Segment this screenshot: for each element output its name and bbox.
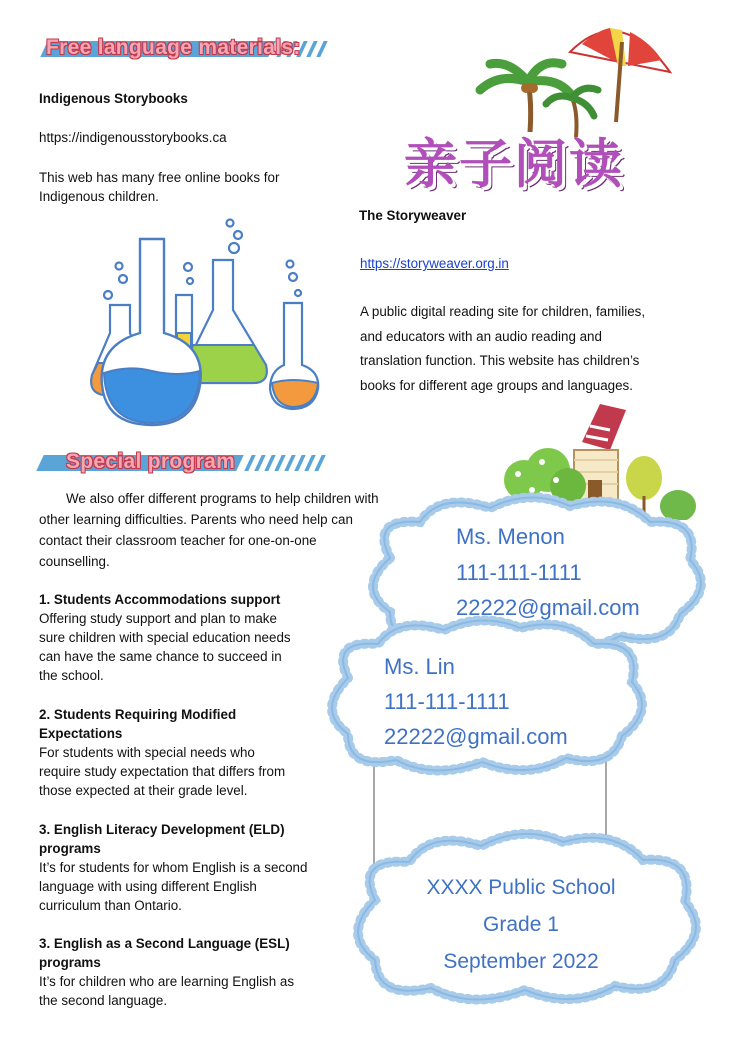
- program-title: programs: [39, 841, 101, 856]
- program-desc: sure children with special education needs: [39, 630, 291, 645]
- intro-line: counselling.: [39, 554, 110, 569]
- contact-1-name: Ms. Menon: [456, 524, 565, 549]
- program-desc: It’s for children who are learning English as: [39, 974, 295, 989]
- program-item: [39, 590, 339, 685]
- contact-2-name: Ms. Lin: [384, 654, 455, 679]
- program-desc: the second language.: [39, 993, 168, 1008]
- storyweaver-desc: [360, 300, 700, 398]
- intro-line: contact their classroom teacher for one-on-one: [39, 533, 317, 548]
- indigenous-url: https://indigenousstorybooks.ca: [39, 130, 227, 145]
- program-desc: For students with special needs who: [39, 745, 255, 760]
- school-info: [405, 869, 637, 980]
- program-title: 2. Students Requiring Modified: [39, 707, 237, 722]
- lab-flasks-illustration: [88, 215, 338, 435]
- program-desc: require study expectation that differs from: [39, 764, 286, 779]
- indigenous-desc-line2: Indigenous children.: [39, 189, 159, 204]
- contact-1-email: 22222@gmail.com: [456, 595, 640, 620]
- indigenous-desc-line1: This web has many free online books for: [39, 170, 280, 185]
- storyweaver-desc-line: A public digital reading site for children, families,: [360, 304, 646, 319]
- palm-umbrella-illustration: [470, 12, 700, 142]
- special-program-heading: Special program: [66, 450, 236, 473]
- special-program-banner: [36, 452, 336, 476]
- contact-2-email: 22222@gmail.com: [384, 724, 568, 749]
- storyweaver-desc-line: translation function. This website has children’s: [360, 353, 640, 368]
- program-title: programs: [39, 955, 101, 970]
- program-title: Expectations: [39, 726, 123, 741]
- program-title: 3. English as a Second Language (ESL): [39, 936, 290, 951]
- program-item: [39, 820, 339, 915]
- storyweaver-desc-line: and educators with an audio reading and: [360, 328, 602, 344]
- contact-1-phone: 111-111-1111: [456, 560, 582, 585]
- storyweaver-link[interactable]: https://storyweaver.org.in: [360, 256, 509, 271]
- school-grade: Grade 1: [483, 913, 559, 936]
- program-item: [39, 934, 339, 1010]
- program-desc: curriculum than Ontario.: [39, 898, 182, 913]
- contact-2-phone: 111-111-1111: [384, 689, 510, 714]
- free-materials-heading: Free language materials:: [46, 36, 301, 59]
- program-title: 3. English Literacy Development (ELD): [39, 822, 285, 837]
- program-title: 1. Students Accommodations support: [39, 592, 281, 607]
- program-desc: the school.: [39, 668, 104, 683]
- intro-line: other learning difficulties. Parents who need help can: [39, 512, 353, 527]
- school-name: XXXX Public School: [426, 876, 616, 899]
- program-desc: those expected at their grade level.: [39, 783, 248, 798]
- program-desc: Offering study support and plan to make: [39, 611, 277, 626]
- program-desc: can have the same chance to succeed in: [39, 649, 282, 664]
- storyweaver-desc-line: books for different age groups and languages.: [360, 377, 633, 393]
- program-item: [39, 705, 339, 800]
- storyweaver-title: The Storyweaver: [359, 208, 467, 223]
- school-date: September 2022: [443, 950, 599, 973]
- free-materials-banner: [40, 38, 340, 62]
- intro-line: We also offer different programs to help children with: [66, 491, 379, 506]
- program-desc: It’s for students for whom English is a second: [39, 860, 308, 875]
- chinese-logo-text: 亲子阅读: [404, 134, 624, 195]
- program-desc: language with using different English: [39, 879, 257, 894]
- indigenous-title: Indigenous Storybooks: [39, 91, 188, 106]
